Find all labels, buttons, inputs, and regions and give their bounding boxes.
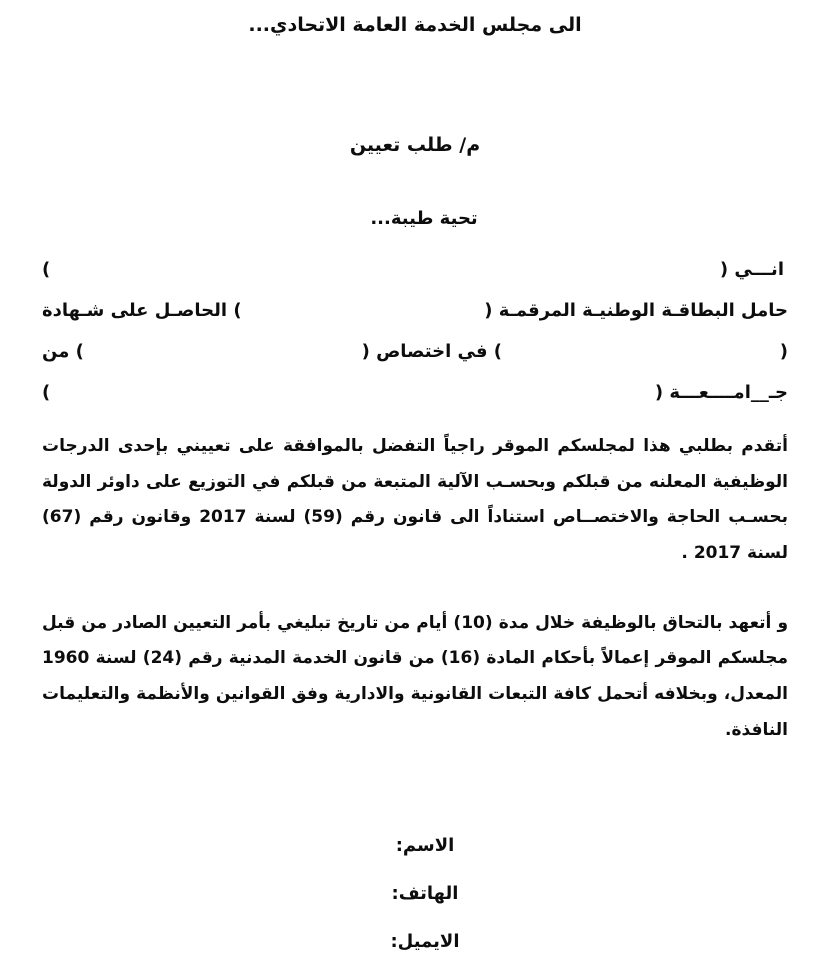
field-input-university-open[interactable]: (	[654, 382, 664, 403]
signature-block	[42, 835, 788, 952]
field-input-name-open[interactable]: (	[719, 259, 729, 280]
field-label-certificate: ) الحاصـل على شـهادة	[42, 300, 242, 321]
field-row-university	[42, 382, 788, 403]
field-input-name-close[interactable]: )	[42, 259, 51, 280]
document-page	[0, 14, 830, 974]
paragraph-pledge: و أتعهد بالتحاق بالوظيفة خلال مدة (10) أيام من تاريخ تبليغي بأمر التعيين الصادر من قبل مجلسكم الموقر إعمالاً بأحكام المادة (16) من قانون الخدمة المدنية رقم (24) لسنة 1960 المعدل، وبخلافه أتحمل كافة التبعات القانونية والادارية وفق القوانين والأنظمة والتعليمات النافذة.	[42, 612, 789, 740]
addressee-line: الى مجلس الخدمة العامة الاتحادي...	[248, 14, 582, 36]
signature-field-name[interactable]: الاسم:	[395, 834, 455, 856]
field-input-specialization-close[interactable]: )	[75, 341, 84, 362]
field-label-from: ) من	[42, 341, 84, 362]
field-label-name: انـــي (	[719, 259, 784, 280]
field-input-certificate-open[interactable]: (	[779, 341, 788, 362]
field-row-national-id	[42, 300, 788, 321]
signature-field-phone[interactable]: الهاتف:	[391, 882, 459, 904]
paragraph-request: أتقدم بطلبي هذا لمجلسكم الموقر راجياً التفضل بالموافقة على تعييني بإحدى الدرجات الوظيفية المعلنه من قبلكم وبحسـب الآلية المتبعة من قبلكم في التوزيع على داوئر الدولة بحسـب الحاجة والاختصــاص استناداً الى قانون رقم (59) لسنة 2017 وقانون رقم (67) لسنة 2017 .	[42, 436, 788, 564]
field-input-university-close[interactable]: )	[42, 382, 51, 403]
field-row-identity	[42, 259, 788, 280]
field-input-national-id-close[interactable]: )	[233, 300, 242, 321]
field-row-specialization	[42, 341, 788, 362]
field-label-specialization[interactable]: ) في اختصاص (	[361, 341, 503, 362]
form-fields	[42, 259, 788, 403]
subject-line: م/ طلب تعيين	[349, 134, 481, 156]
field-label-national-id: حامل البطاقـة الوطنيـة المرقمـة (	[484, 300, 788, 321]
greeting-line: تحية طيبة...	[370, 208, 478, 229]
field-label-university: جـ__امــــعـــة (	[654, 382, 788, 403]
signature-field-email[interactable]: الايميل:	[390, 930, 460, 952]
